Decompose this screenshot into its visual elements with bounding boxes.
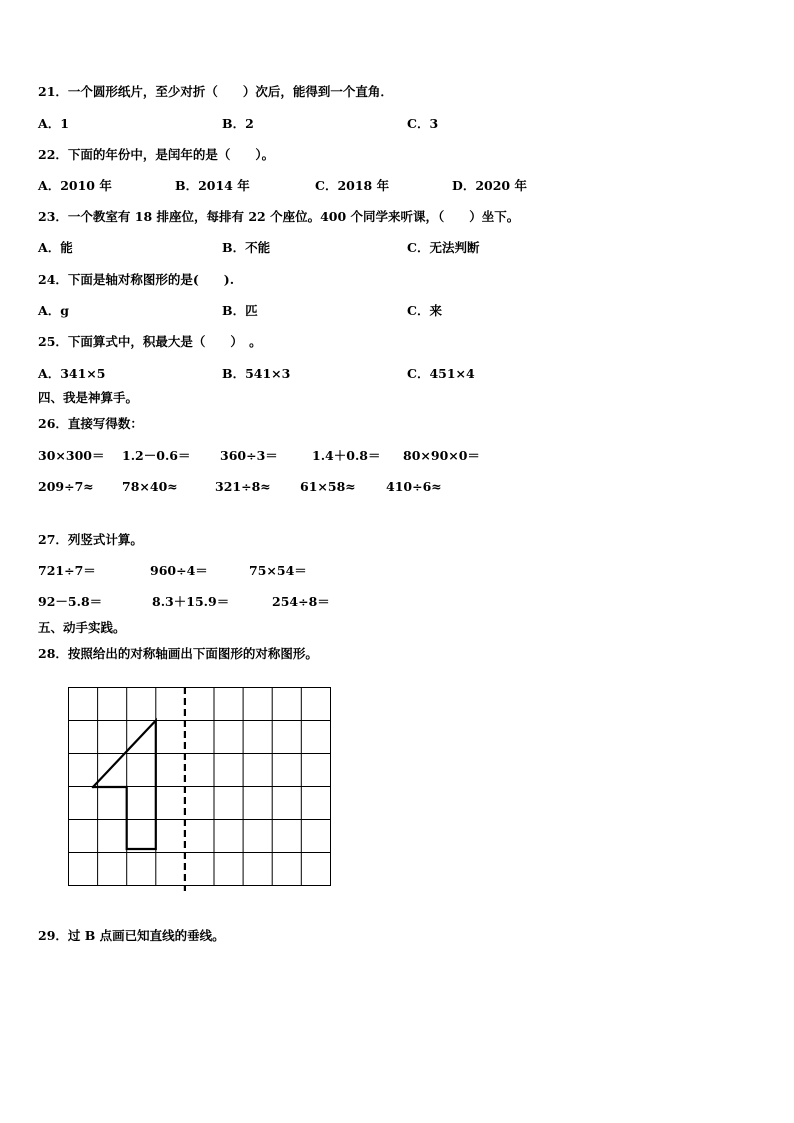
q26-item: 80×90×0＝ — [403, 448, 480, 463]
q22-option-a[interactable]: A．2010 年 — [38, 178, 112, 193]
q23-option-b[interactable]: B．不能 — [222, 240, 271, 255]
q26-item: 321÷8≈ — [215, 479, 271, 494]
q21-option-b[interactable]: B．2 — [222, 116, 254, 131]
q26-stem: 26．直接写得数： — [38, 416, 143, 431]
q27-item: 254÷8＝ — [272, 594, 330, 609]
q27-item: 8.3＋15.9＝ — [152, 594, 230, 609]
q28-stem: 28．按照给出的对称轴画出下面图形的对称图形。 — [38, 646, 318, 661]
q25-option-a[interactable]: A．341×5 — [38, 366, 106, 381]
q26-item: 78×40≈ — [122, 479, 178, 494]
q21-stem: 21．一个圆形纸片，至少对折（ ）次后，能得到一个直角． — [38, 84, 393, 99]
q22-option-c[interactable]: C．2018 年 — [315, 178, 390, 193]
q23-option-c[interactable]: C．无法判断 — [407, 240, 480, 255]
q22-option-d[interactable]: D．2020 年 — [452, 178, 527, 193]
q26-item: 410÷6≈ — [386, 479, 442, 494]
q27-item: 75×54＝ — [249, 563, 307, 578]
q24-option-a[interactable]: A．g — [38, 303, 69, 318]
q24-option-b[interactable]: B．匹 — [222, 303, 258, 318]
q26-item: 360÷3＝ — [220, 448, 278, 463]
q23-stem: 23．一个教室有 18 排座位，每排有 22 个座位。400 个同学来听课，（ ）坐下。 — [38, 209, 520, 224]
q25-option-b[interactable]: B．541×3 — [222, 366, 291, 381]
section-4-heading: 四、我是神算手。 — [38, 390, 139, 405]
q26-item: 209÷7≈ — [38, 479, 94, 494]
grid-figure — [68, 687, 334, 893]
q24-option-c[interactable]: C．来 — [407, 303, 442, 318]
q26-item: 1.4＋0.8＝ — [312, 448, 381, 463]
q25-option-c[interactable]: C．451×4 — [407, 366, 475, 381]
q26-item: 30×300＝ — [38, 448, 105, 463]
q23-option-a[interactable]: A．能 — [38, 240, 73, 255]
q27-stem: 27．列竖式计算。 — [38, 532, 143, 547]
q27-item: 721÷7＝ — [38, 563, 96, 578]
q24-stem: 24．下面是轴对称图形的是( ). — [38, 272, 235, 287]
q27-item: 92－5.8＝ — [38, 594, 103, 609]
q22-option-b[interactable]: B．2014 年 — [175, 178, 250, 193]
q21-option-a[interactable]: A．1 — [38, 116, 69, 131]
q26-item: 1.2－0.6＝ — [122, 448, 191, 463]
q26-item: 61×58≈ — [300, 479, 356, 494]
section-5-heading: 五、动手实践。 — [38, 620, 126, 635]
q25-stem: 25．下面算式中，积最大是（ ） 。 — [38, 334, 262, 349]
symmetry-grid[interactable] — [68, 687, 334, 897]
q21-option-c[interactable]: C．3 — [407, 116, 439, 131]
q27-item: 960÷4＝ — [150, 563, 208, 578]
q29-stem: 29．过 B 点画已知直线的垂线。 — [38, 928, 225, 943]
shape-four — [93, 721, 156, 850]
q22-stem: 22．下面的年份中，是闰年的是（ ）。 — [38, 147, 275, 162]
